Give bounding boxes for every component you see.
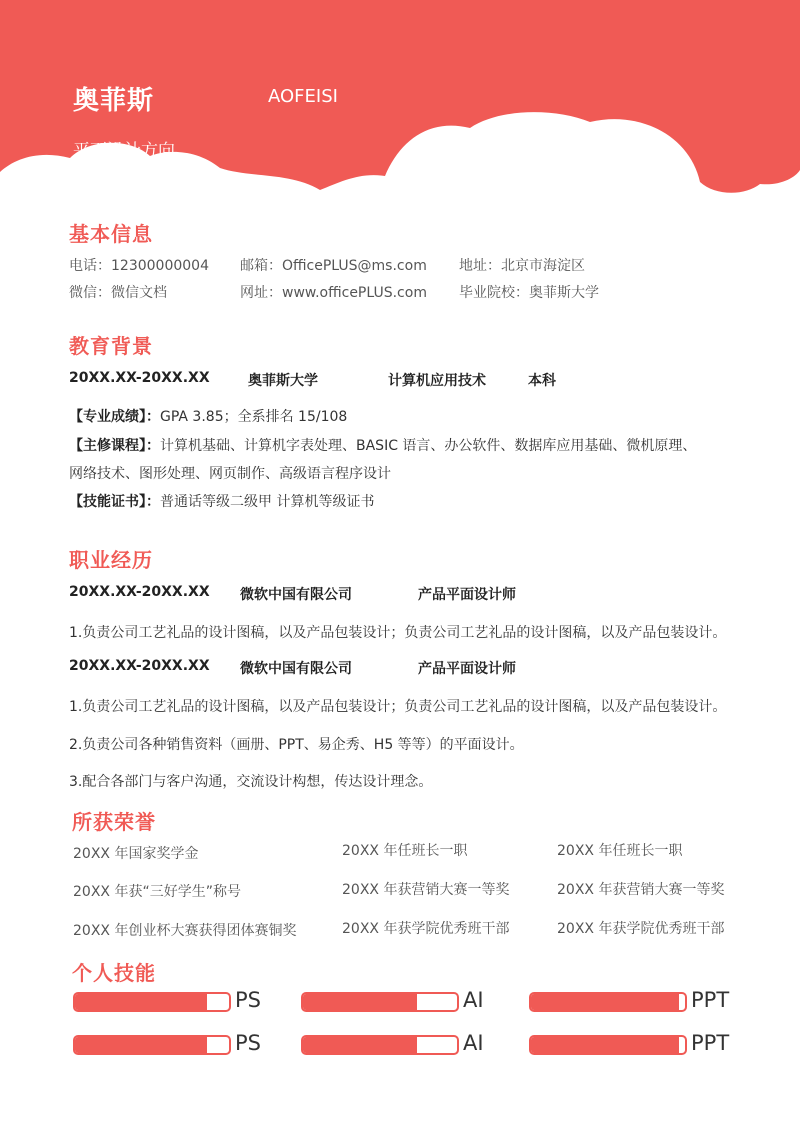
job-position: 产品平面设计师 xyxy=(418,661,516,677)
skill-bar-track xyxy=(73,1035,231,1055)
honor-item: 20XX 年获“三好学生”称号 xyxy=(73,884,241,900)
skill-label: PS xyxy=(235,988,261,1012)
skill-label: PPT xyxy=(691,988,730,1012)
job-company: 微软中国有限公司 xyxy=(240,587,352,603)
skill-label: AI xyxy=(463,1031,484,1055)
skill-bar-fill xyxy=(75,994,207,1010)
education-period: 20XX.XX-20XX.XX xyxy=(69,370,210,386)
info-phone: 电话：12300000004 xyxy=(69,258,209,274)
career-direction: 平面设计方向 xyxy=(73,141,175,161)
section-title-skills: 个人技能 xyxy=(72,961,156,985)
education-score xyxy=(69,406,347,426)
education-course-text-2: 网络技术、图形处理、网页制作、高级语言程序设计 xyxy=(69,466,391,482)
skill-label: PPT xyxy=(691,1031,730,1055)
education-degree: 本科 xyxy=(528,373,556,389)
skill-bar-fill xyxy=(75,1037,207,1053)
education-course-label: 【主修课程】： xyxy=(69,438,160,454)
info-school: 毕业院校：奥菲斯大学 xyxy=(459,285,599,301)
honor-item: 20XX 年创业杯大赛获得团体赛铜奖 xyxy=(73,923,297,939)
candidate-name-english: AOFEISI xyxy=(268,86,338,107)
honor-item: 20XX 年获学院优秀班干部 xyxy=(557,921,725,937)
job-company: 微软中国有限公司 xyxy=(240,661,352,677)
job-duty: 3.配合各部门与客户沟通，交流设计构想，传达设计理念。 xyxy=(69,774,433,790)
section-title-honors: 所获荣誉 xyxy=(72,810,156,834)
education-major: 计算机应用技术 xyxy=(388,373,486,389)
skill-bar-fill xyxy=(303,994,417,1010)
info-website: 网址：www.officePLUS.com xyxy=(240,285,427,301)
education-courses xyxy=(69,435,696,455)
honor-item: 20XX 年国家奖学金 xyxy=(73,846,199,862)
honor-item: 20XX 年获学院优秀班干部 xyxy=(342,921,510,937)
honor-item: 20XX 年任班长一职 xyxy=(342,843,468,859)
education-course-text-1: 计算机基础、计算机字表处理、BASIC 语言、办公软件、数据库应用基础、微机原理、 xyxy=(160,438,697,454)
info-address: 地址：北京市海淀区 xyxy=(459,258,585,274)
skill-bar-track xyxy=(301,1035,459,1055)
skill-bar-fill xyxy=(531,1037,679,1053)
skill-bar-track xyxy=(529,1035,687,1055)
info-wechat: 微信：微信文档 xyxy=(69,285,167,301)
job-period: 20XX.XX-20XX.XX xyxy=(69,658,210,674)
section-title-education: 教育背景 xyxy=(69,334,153,358)
candidate-name: 奥菲斯 xyxy=(73,86,155,116)
honor-item: 20XX 年获营销大赛一等奖 xyxy=(557,882,725,898)
honor-item: 20XX 年任班长一职 xyxy=(557,843,683,859)
skill-bar-fill xyxy=(303,1037,417,1053)
job-duty: 1.负责公司工艺礼品的设计图稿，以及产品包装设计；负责公司工艺礼品的设计图稿，以及产品包装设计。 xyxy=(69,699,727,715)
job-position: 产品平面设计师 xyxy=(418,587,516,603)
skill-bar-fill xyxy=(531,994,679,1010)
honor-item: 20XX 年获营销大赛一等奖 xyxy=(342,882,510,898)
job-period: 20XX.XX-20XX.XX xyxy=(69,584,210,600)
skill-label: PS xyxy=(235,1031,261,1055)
skill-bar-track xyxy=(529,992,687,1012)
education-cert-text: 普通话等级二级甲 计算机等级证书 xyxy=(160,494,375,510)
education-cert-label: 【技能证书】： xyxy=(69,494,160,510)
education-score-text: GPA 3.85；全系排名 15/108 xyxy=(160,409,348,425)
education-score-label: 【专业成绩】： xyxy=(69,409,160,425)
education-certificates xyxy=(69,491,374,511)
job-duty: 1.负责公司工艺礼品的设计图稿，以及产品包装设计；负责公司工艺礼品的设计图稿，以及产品包装设计。 xyxy=(69,625,727,641)
skill-bar-track xyxy=(301,992,459,1012)
section-title-basic-info: 基本信息 xyxy=(69,222,153,246)
section-title-career: 职业经历 xyxy=(69,548,153,572)
skill-label: AI xyxy=(463,988,484,1012)
info-email: 邮箱：OfficePLUS@ms.com xyxy=(240,258,427,274)
education-school: 奥菲斯大学 xyxy=(248,373,318,389)
skill-bar-track xyxy=(73,992,231,1012)
job-duty: 2.负责公司各种销售资料（画册、PPT、易企秀、H5 等等）的平面设计。 xyxy=(69,737,524,753)
